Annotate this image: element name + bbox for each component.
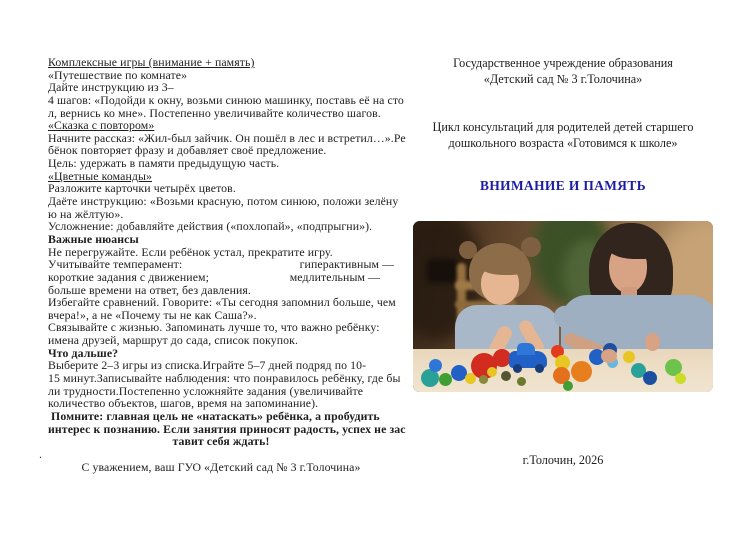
toy-car-cab xyxy=(517,343,535,355)
text-line: . xyxy=(39,446,43,461)
text-line: 4 шагов: «Подойди к окну, возьми синюю машинку, поставь её на сто xyxy=(48,92,404,107)
text-line: количество объектов, шагов, время на запоминание). xyxy=(48,396,319,411)
text-line: Даёте инструкцию: «Возьми красную, потом синюю, положи зелёну xyxy=(48,194,399,209)
right-page xyxy=(374,0,752,535)
text-line: Связывайте с жизнью. Запоминать лучше то, что важно ребёнку: xyxy=(48,320,380,335)
text-line: «Цветные команды» xyxy=(48,168,153,183)
text-line: бёнок повторяет фразу и добавляет своё предложение. xyxy=(48,143,327,158)
toy-piece xyxy=(487,367,497,377)
text-line: Выберите 2–3 игры из списка.Играйте 5–7 дней подряд по 10- xyxy=(48,358,367,373)
left-page-text-block xyxy=(39,55,406,474)
toy-piece xyxy=(571,361,592,382)
footer-city-year: г.Толочин, 2026 xyxy=(522,453,604,467)
text-line xyxy=(48,271,394,284)
toy-car-wheel xyxy=(513,364,522,373)
toy-piece xyxy=(623,351,635,363)
text-line: вчера!», а не «Почему ты не как Саша?». xyxy=(48,307,257,322)
text-line: интерес к познанию. Если занятия приносят радость, успех не зас xyxy=(48,421,406,436)
toy-piece xyxy=(563,381,573,391)
text-line: Помните: главная цель не «натаскать» ребёнка, а пробудить xyxy=(48,408,380,423)
toy-piece xyxy=(643,371,657,385)
text-line-right: гиперактивным — xyxy=(299,257,394,272)
text-line xyxy=(48,258,394,271)
text-line: Что дальше? xyxy=(48,345,119,360)
toy-car-wheel xyxy=(535,364,544,373)
text-line: ли трудности.Постепенно усложняйте задания (увеличивайте xyxy=(48,383,364,398)
text-line: ю на жёлтую». xyxy=(48,206,124,221)
text-line-left: короткие задания с движением; xyxy=(48,269,209,284)
text-line: Важные нюансы xyxy=(48,231,139,246)
text-line: Усложнение: добавляйте действия («похлопай», «подпрыгни»). xyxy=(48,219,373,234)
org-name-line2: «Детский сад № 3 г.Толочина» xyxy=(483,72,643,86)
text-line: Начните рассказ: «Жил-был зайчик. Он пошёл в лес и встретил…».Ре xyxy=(48,130,406,145)
mother-hand xyxy=(645,333,660,351)
toy-piece xyxy=(517,377,526,386)
text-line: Не перегружайте. Если ребёнок устал, прекратите игру. xyxy=(48,244,333,259)
text-line-right: медлительным — xyxy=(289,269,380,284)
text-line: больше времени на ответ, без давления. xyxy=(48,282,251,297)
text-line: 15 минут.Записывайте наблюдения: что понравилось ребёнку, где бы xyxy=(48,371,401,386)
text-line: С уважением, ваш ГУО «Детский сад № 3 г.Толочина» xyxy=(81,459,361,474)
text-line: «Путешествие по комнате» xyxy=(48,67,188,82)
text-line-left: Учитывайте темперамент: xyxy=(48,257,183,272)
series-line1: Цикл консультаций для родителей детей старшего xyxy=(432,120,694,134)
text-line: Разложите карточки четырёх цветов. xyxy=(48,181,236,196)
toy-piece xyxy=(479,375,488,384)
text-line: л, вернись ко мне». Постепенно увеличивайте количество шагов. xyxy=(48,105,381,120)
text-line: Цель: удержать в памяти предыдущую часть. xyxy=(48,156,280,171)
mother-hand xyxy=(601,349,617,363)
shelf-item xyxy=(427,259,457,283)
toy-piece xyxy=(675,373,686,384)
toy-piece xyxy=(429,359,442,372)
series-line2: дошкольного возраста «Готовимся к школе» xyxy=(448,136,678,150)
text-line: Избегайте сравнений. Говорите: «Ты сегодня запомнил больше, чем xyxy=(48,295,396,310)
text-line: Комплексные игры (внимание + память) xyxy=(48,55,255,69)
org-name-line1: Государственное учреждение образования xyxy=(453,56,673,70)
page-title: ВНИМАНИЕ И ПАМЯТЬ xyxy=(480,178,646,193)
text-line: «Сказка с повтором» xyxy=(48,118,155,133)
text-line: Дайте инструкцию из 3– xyxy=(48,80,174,95)
toy-piece xyxy=(439,373,452,386)
text-line: имена друзей, маршрут до сада, список покупок. xyxy=(48,333,299,348)
photo-mother-child-playing-toys xyxy=(413,221,713,392)
toy-piece xyxy=(501,371,511,381)
text-line: тавит себя ждать! xyxy=(172,434,270,449)
